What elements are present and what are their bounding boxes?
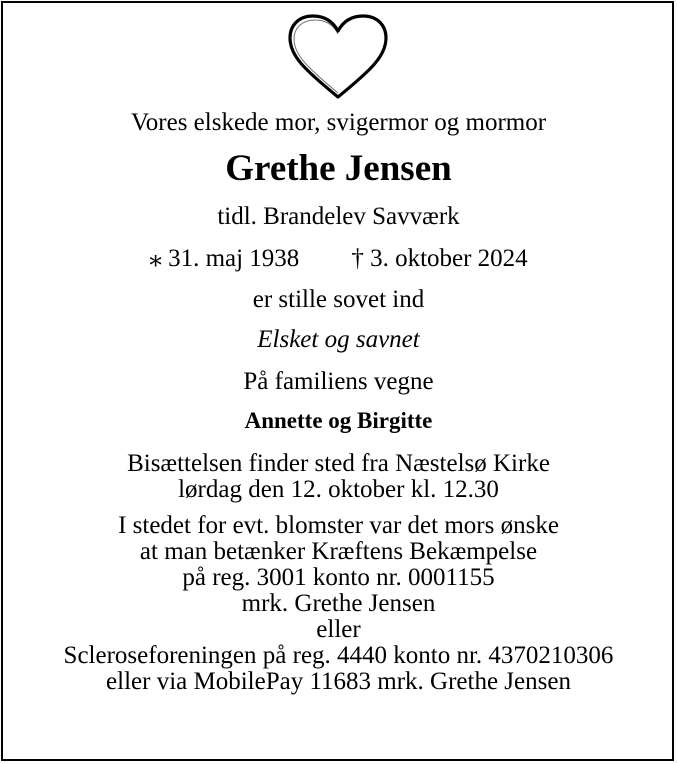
donation-wish <box>0 513 677 695</box>
death-date: † 3. oktober 2024 <box>351 245 528 272</box>
deceased-name: Grethe Jensen <box>225 148 452 189</box>
life-dates <box>0 246 677 271</box>
wish-line: eller <box>316 616 361 643</box>
wish-line: mrk. Grethe Jensen <box>241 590 436 617</box>
loved-missed-text: Elsket og savnet <box>257 326 420 353</box>
funeral-info <box>0 451 677 503</box>
wish-line: på reg. 3001 konto nr. 0001155 <box>182 564 495 591</box>
passed-away-text: er stille sovet ind <box>252 286 425 313</box>
signatories: Annette og Birgitte <box>244 408 433 433</box>
wish-line: Scleroseforeningen på reg. 4440 konto nr. 4370210306 <box>63 642 614 669</box>
intro-text: Vores elskede mor, svigermor og mormor <box>130 109 547 136</box>
former-residence: tidl. Brandelev Savværk <box>217 203 460 230</box>
funeral-line: Bisættelsen finder sted fra Næstelsø Kirke <box>127 450 550 477</box>
wish-line: eller via MobilePay 11683 mrk. Grethe Jensen <box>106 668 571 695</box>
on-behalf-text: På familiens vegne <box>243 368 434 395</box>
heart-icon <box>287 14 389 100</box>
funeral-line: lørdag den 12. oktober kl. 12.30 <box>178 476 499 503</box>
wish-line: I stedet for evt. blomster var det mors ønske <box>118 512 559 539</box>
birth-date: ⁎ 31. maj 1938 <box>149 245 300 272</box>
wish-line: at man betænker Kræftens Bekæmpelse <box>139 538 538 565</box>
